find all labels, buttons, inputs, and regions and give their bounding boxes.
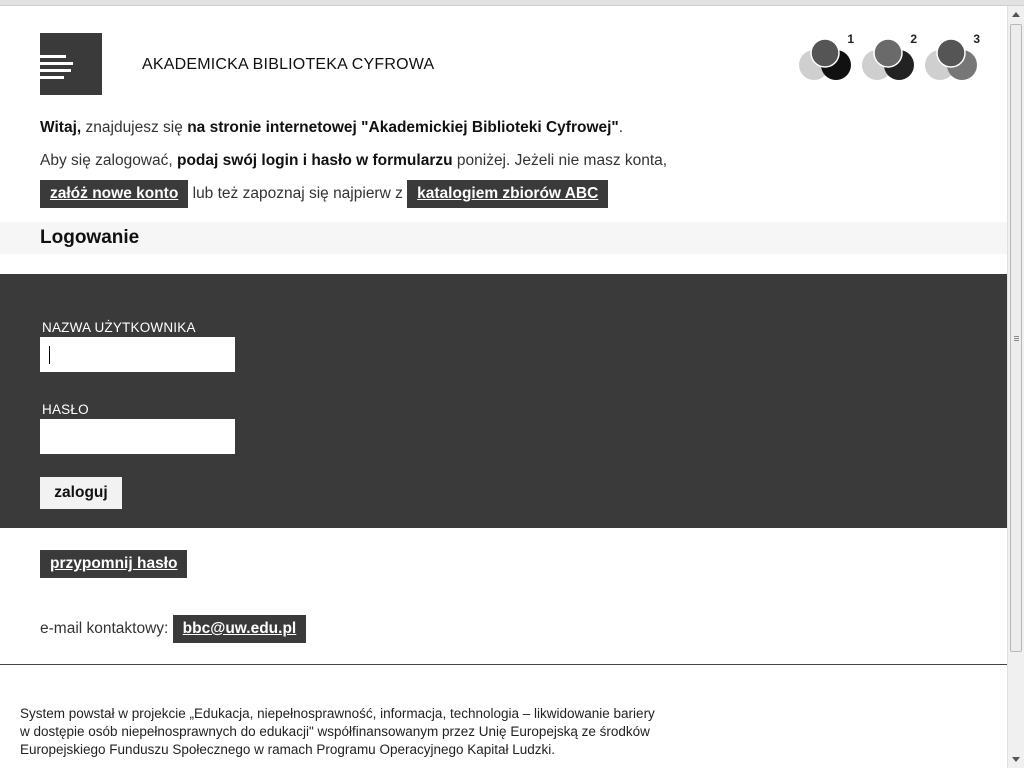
- contrast-scheme-icon: [861, 36, 917, 84]
- text-caret: [49, 346, 50, 364]
- contrast-option-3[interactable]: [924, 32, 980, 84]
- contact-row: [40, 615, 306, 643]
- register-row: [40, 180, 608, 208]
- password-input[interactable]: [40, 419, 235, 454]
- contrast-scheme-icon: [798, 36, 854, 84]
- contrast-label: 2: [910, 32, 917, 46]
- scroll-down-icon[interactable]: [1012, 757, 1020, 762]
- library-logo-icon[interactable]: [40, 33, 102, 95]
- site-title[interactable]: AKADEMICKA BIBLIOTEKA CYFROWA: [142, 56, 435, 73]
- page-content: [0, 6, 1007, 768]
- password-label: HASŁO: [42, 402, 89, 417]
- welcome-text: [40, 119, 623, 137]
- greeting-bold: Witaj,: [40, 119, 82, 136]
- remind-password-row: [40, 550, 187, 578]
- contrast-option-1[interactable]: [798, 32, 854, 84]
- scrollbar-thumb[interactable]: [1010, 24, 1022, 652]
- site-name-bold: na stronie internetowej "Akademickiej Biblioteki Cyfrowej": [187, 119, 619, 136]
- between-text: lub też zapoznaj się najpierw z: [188, 185, 408, 202]
- contrast-label: 1: [847, 32, 854, 46]
- remind-password-link[interactable]: przypomnij hasło: [40, 550, 187, 578]
- vertical-scrollbar[interactable]: [1007, 6, 1024, 768]
- contact-email-link[interactable]: bbc@uw.edu.pl: [173, 615, 307, 643]
- login-button[interactable]: zaloguj: [40, 477, 122, 509]
- greeting-end: .: [618, 119, 624, 136]
- login-rest: poniżej. Jeżeli nie masz konta,: [452, 152, 668, 169]
- username-label: NAZWA UŻYTKOWNIKA: [42, 320, 196, 335]
- page-title: Logowanie: [40, 227, 140, 248]
- contact-label: e-mail kontaktowy:: [40, 620, 173, 637]
- login-section-header: [0, 222, 1007, 254]
- catalog-link[interactable]: katalogiem zbiorów ABC: [407, 180, 608, 208]
- register-link[interactable]: załóż nowe konto: [40, 180, 188, 208]
- login-form: [0, 274, 1007, 528]
- login-bold: podaj swój login i hasło w formularzu: [177, 152, 453, 169]
- contrast-label: 3: [973, 32, 980, 46]
- footer-divider: [0, 664, 1007, 665]
- greeting-text: znajdujesz się: [81, 119, 188, 136]
- scroll-up-icon[interactable]: [1012, 12, 1020, 17]
- contrast-option-2[interactable]: [861, 32, 917, 84]
- footer-text: System powstał w projekcie „Edukacja, niepełnosprawność, informacja, technologia – likwidowanie bariery w dostępie osób niepełnosprawnych do edukacji" współfinansowanym przez Unię Europejską ze środków Europejskiego Funduszu Społecznego w ramach Programu Operacyjnego Kapitał Ludzki.: [20, 706, 655, 757]
- username-input[interactable]: [40, 337, 235, 372]
- login-text: Aby się zalogować,: [40, 152, 177, 169]
- login-instructions: [40, 152, 667, 170]
- contrast-scheme-icon: [924, 36, 980, 84]
